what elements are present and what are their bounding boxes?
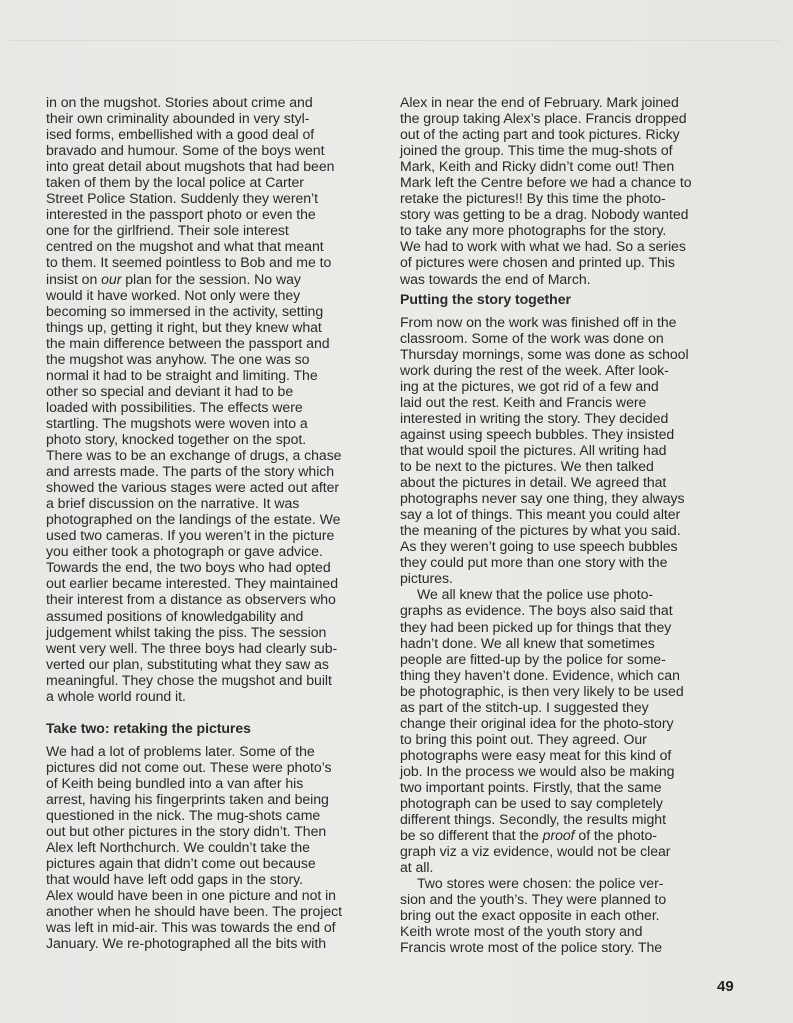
text-line: another when he should have been. The project — [46, 903, 343, 920]
paragraph-evidence — [400, 586, 740, 875]
text-line: centred on the mugshot and what that meant — [46, 238, 324, 255]
text-line: retake the pictures!! By this time the photo- — [400, 190, 666, 207]
right-column — [400, 94, 740, 955]
text-line: be so different that the proof of the photo- — [400, 827, 657, 844]
text-line: the group taking Alex’s place. Francis dropped — [400, 110, 687, 127]
text-line: out of the acting part and took pictures. Ricky — [400, 126, 680, 143]
text-line: one for the girlfriend. Their sole interest — [46, 222, 289, 239]
text-line: We had to work with what we had. So a series — [400, 238, 686, 255]
text-line: of pictures were chosen and printed up. This — [400, 254, 675, 271]
text-line: verted our plan, substituting what they saw as — [46, 655, 329, 672]
text-line: Francis wrote most of the police story. The — [400, 939, 663, 956]
text-line: sion and the youth’s. They were planned to — [400, 891, 667, 908]
text-line: in on the mugshot. Stories about crime and — [46, 94, 313, 110]
text-line: assumed positions of knowledgability and — [46, 607, 304, 624]
text-line: of Keith being bundled into a van after his — [46, 774, 304, 791]
text-line: was towards the end of March. — [400, 270, 591, 287]
text-line: they had been picked up for things that they — [400, 618, 672, 635]
text-line: startling. The mugshots were woven into a — [46, 414, 308, 431]
text-line: to take any more photographs for the story. — [400, 222, 667, 239]
text-line: their own criminality abounded in very styl- — [46, 110, 310, 127]
text-line: becoming so immersed in the activity, setting — [46, 302, 324, 319]
text-line: their interest from a distance as observers who — [46, 591, 336, 608]
text-line: hadn’t done. We all knew that sometimes — [400, 634, 655, 651]
text-line: out but other pictures in the story didn’t. Then — [46, 823, 327, 840]
text-line: insist on our plan for the session. No way — [46, 270, 301, 287]
text-line: normal it had to be straight and limiting. The — [46, 366, 318, 383]
text-line: as part of the stitch-up. I suggested they — [400, 698, 649, 715]
text-line: the meaning of the pictures by what you said. — [400, 522, 681, 539]
text-line: story was getting to be a drag. Nobody wanted — [400, 206, 689, 223]
text-line: pictures again that didn’t come out because — [46, 855, 316, 872]
text-line: laid out the rest. Keith and Francis were — [400, 393, 647, 410]
text-line: a whole world round it. — [46, 687, 186, 704]
text-line: two important points. Firstly, that the same — [400, 778, 662, 795]
emphasis-our: our — [101, 270, 122, 287]
text-line: to them. It seemed pointless to Bob and me to — [46, 254, 332, 271]
text-line: to be next to the pictures. We then talked — [400, 458, 654, 475]
text-line: photographs were easy meat for this kind of — [400, 746, 672, 763]
text-line: graph viz a viz evidence, would not be clear — [400, 843, 671, 860]
text-line: change their original idea for the photo-story — [400, 714, 674, 731]
paragraph-problems — [46, 743, 382, 952]
left-column — [46, 94, 382, 951]
text-line: into great detail about mugshots that had been — [46, 158, 335, 175]
text-line: people are fitted-up by the police for some- — [400, 650, 666, 667]
text-line: Two stores were chosen: the police ver- — [417, 875, 664, 892]
text-line: Street Police Station. Suddenly they weren’t — [46, 190, 319, 207]
text-line: Alex left Northchurch. We couldn’t take the — [46, 839, 310, 856]
text-line: joined the group. This time the mug-shots of — [400, 142, 673, 159]
section-heading-putting-story-together: Putting the story together — [400, 290, 571, 307]
text-line: used two cameras. If you weren’t in the picture — [46, 527, 335, 544]
text-line: the main difference between the passport and — [46, 334, 330, 351]
text-line: different things. Secondly, the results might — [400, 811, 666, 828]
text-line: bravado and humour. Some of the boys went — [46, 142, 325, 159]
text-line: out earlier became interested. They maintained — [46, 575, 339, 592]
text-line: taken of them by the local police at Carter — [46, 174, 304, 191]
text-line: bring out the exact opposite in each other. — [400, 907, 660, 924]
text-line: showed the various stages were acted out after — [46, 479, 340, 496]
text-line: photographs never say one thing, they always — [400, 490, 685, 507]
text-line: you either took a photograph or gave advice. — [46, 543, 323, 560]
text-line: against using speech bubbles. They insisted — [400, 425, 675, 442]
text-line: other so special and deviant it had to be — [46, 382, 294, 399]
emphasis-proof: proof — [542, 827, 575, 844]
text-line: Alex in near the end of February. Mark joined — [400, 94, 679, 110]
text-line: Thursday mornings, some was done as school — [400, 345, 689, 362]
text-line: the mugshot was anyhow. The one was so — [46, 350, 310, 367]
text-line: loaded with possibilities. The effects were — [46, 398, 303, 415]
text-line: be photographic, is then very likely to be used — [400, 682, 684, 699]
section-heading-take-two: Take two: retaking the pictures — [46, 719, 251, 736]
text-line: judgement whilst taking the piss. The session — [46, 623, 327, 640]
text-line: was left in mid-air. This was towards the end of — [46, 919, 336, 936]
paragraph-mugshot — [46, 94, 382, 704]
text-line: pictures. — [400, 570, 453, 587]
text-line: interested in writing the story. They decided — [400, 409, 669, 426]
text-line: would it have worked. Not only were they — [46, 286, 301, 303]
text-line: a brief discussion on the narrative. It was — [46, 495, 300, 512]
text-line: things up, getting it right, but they knew what — [46, 318, 322, 335]
text-line: interested in the passport photo or even the — [46, 206, 316, 223]
text-line: they could put more than one story with the — [400, 554, 668, 571]
text-line: From now on the work was finished off in the — [400, 313, 677, 330]
text-line: Keith wrote most of the youth story and — [400, 923, 643, 940]
text-line: photographed on the landings of the estate. We — [46, 511, 341, 528]
text-line: ing at the pictures, we got rid of a few and — [400, 377, 659, 394]
paragraph-february — [400, 94, 740, 287]
text-line: There was to be an exchange of drugs, a chase — [46, 447, 342, 464]
text-line: work during the rest of the week. After look- — [400, 361, 669, 378]
text-line: meaningful. They chose the mugshot and built — [46, 671, 332, 688]
text-line: Mark, Keith and Ricky didn’t come out! Then — [400, 158, 675, 175]
text-line: We all knew that the police use photo- — [417, 586, 654, 603]
text-line: job. In the process we would also be making — [400, 762, 675, 779]
text-line: arrest, having his fingerprints taken and being — [46, 790, 329, 807]
text-line: ised forms, embellished with a good deal of — [46, 126, 315, 143]
text-line: Mark left the Centre before we had a chance to — [400, 174, 692, 191]
text-line: say a lot of things. This meant you could alter — [400, 506, 681, 523]
text-line: photograph can be used to say completely — [400, 795, 663, 812]
text-line: that would have left odd gaps in the story. — [46, 871, 303, 888]
text-line: classroom. Some of the work was done on — [400, 329, 664, 346]
text-line: to bring this point out. They agreed. Our — [400, 730, 647, 747]
text-line: thing they haven’t done. Evidence, which can — [400, 666, 680, 683]
text-line: Towards the end, the two boys who had opted — [46, 559, 331, 576]
text-line: that would spoil the pictures. All writing had — [400, 441, 667, 458]
text-line: Alex would have been in one picture and not in — [46, 887, 336, 904]
text-line: about the pictures in detail. We agreed that — [400, 474, 667, 491]
text-line: photo story, knocked together on the spot. — [46, 430, 307, 447]
text-line: went very well. The three boys had clearly sub- — [46, 639, 338, 656]
paragraph-classroom — [400, 314, 740, 587]
text-line: pictures did not come out. These were photo’s — [46, 758, 332, 775]
text-line: January. We re-photographed all the bits with — [46, 935, 327, 952]
text-line: We had a lot of problems later. Some of the — [46, 742, 315, 759]
text-line: at all. — [400, 859, 434, 876]
text-line: graphs as evidence. The boys also said that — [400, 602, 673, 619]
text-line: questioned in the nick. The mug-shots came — [46, 807, 321, 824]
page-number: 49 — [717, 978, 734, 995]
text-line: As they weren’t going to use speech bubbles — [400, 538, 678, 555]
paragraph-two-stories — [400, 875, 740, 955]
text-line: and arrests made. The parts of the story which — [46, 463, 335, 480]
